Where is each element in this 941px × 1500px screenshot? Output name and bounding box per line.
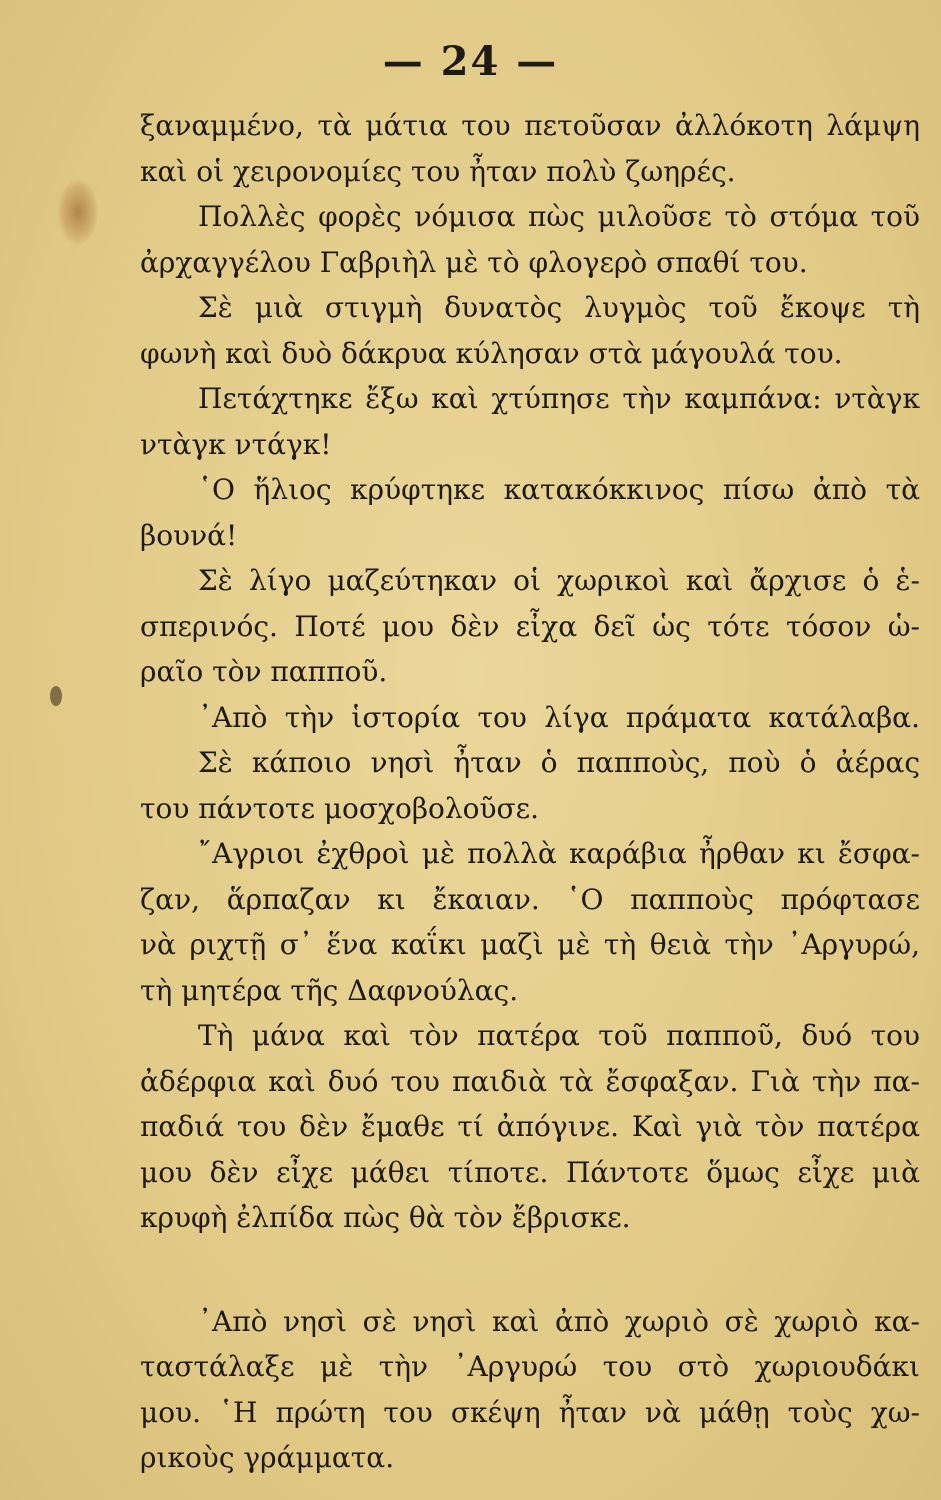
page-number: — 24 — [382, 38, 559, 85]
text-line: ταστάλαξε μὲ τὴν ᾿Αργυρώ του στὸ χωριουδάκι [140, 1350, 920, 1383]
text-line: Πετάχτηκε ἔξω καὶ χτύπησε τὴν καμπάνα: ντὰγκ [198, 382, 920, 415]
text-line: του πάντοτε μοσχοβολοῦσε. [140, 791, 540, 825]
text-line: ζαν, ἅρπαζαν κι ἔκαιαν. ῾Ο παπποὺς πρόφτασε [140, 882, 920, 916]
text-line: Τὴ μάνα καὶ τὸν πατέρα τοῦ παπποῦ, δυό του [198, 1019, 920, 1052]
text-line: ξαναμμένο, τὰ μάτια του πετοῦσαν ἀλλόκοτη λάμψη [140, 109, 920, 142]
text-line: ντὰγκ ντάγκ! [140, 427, 332, 461]
text-line: Πολλὲς φορὲς νόμισα πὼς μιλοῦσε τὸ στόμα τοῦ [198, 200, 920, 233]
ink-blot [50, 686, 62, 706]
text-line: τὴ μητέρα τῆς Δαφνούλας. [140, 973, 519, 1007]
text-line: μου. ῾Η πρώτη του σκέψη ἦταν νὰ μάθῃ τοὺς χω- [140, 1395, 920, 1429]
text-line: Σὲ κάποιο νησὶ ἦταν ὁ παπποὺς, ποὺ ὁ ἀέρας [198, 746, 920, 779]
text-line: Σὲ λίγο μαζεύτηκαν οἱ χωρικοὶ καὶ ἄρχισε ὁ ἑ- [198, 564, 920, 597]
text-line: φωνὴ καὶ δυὸ δάκρυα κύλησαν στὰ μάγουλά του. [140, 336, 843, 370]
paper-stain [58, 180, 98, 244]
paragraph-gap [140, 1241, 920, 1299]
text-line: ᾿Απὸ τὴν ἱστορία του λίγα πράματα κατάλαβα. [198, 700, 920, 734]
text-line: ῾Ο ἥλιος κρύφτηκε κατακόκκινος πίσω ἀπὸ τὰ [198, 473, 920, 506]
text-line: νὰ ριχτῇ σ᾿ ἕνα καΐκι μαζὶ μὲ τὴ θειὰ τὴν ᾿Αργυρώ, [140, 928, 920, 961]
text-line: ᾿Απὸ νησὶ σὲ νησὶ καὶ ἀπὸ χωριὸ σὲ χωριὸ κα- [198, 1304, 920, 1338]
text-line: σπερινός. Ποτέ μου δὲν εἶχα δεῖ ὡς τότε τόσον ὡ- [140, 609, 920, 643]
text-line: μου δὲν εἶχε μάθει τίποτε. Πάντοτε ὅμως εἶχε μιὰ [140, 1155, 920, 1189]
text-line: βουνά! [140, 518, 238, 552]
text-line: παδιά του δὲν ἔμαθε τί ἀπόγινε. Καὶ γιὰ τὸν πατέρα [140, 1110, 920, 1143]
text-line: ἀδέρφια καὶ δυό του παιδιὰ τὰ ἔσφαξαν. Γιὰ τὴν πα- [140, 1064, 920, 1098]
text-line: ῎Αγριοι ἐχθροὶ μὲ πολλὰ καράβια ἦρθαν κι ἔσφα- [198, 837, 920, 870]
text-line: κρυφὴ ἐλπίδα πὼς θὰ τὸν ἔβρισκε. [140, 1201, 631, 1234]
text-line: καὶ οἱ χειρονομίες του ἦταν πολὺ ζωηρές. [140, 154, 736, 188]
text-line: ἀρχαγγέλου Γαβριὴλ μὲ τὸ φλογερὸ σπαθί του. [140, 245, 808, 279]
text-line: Σὲ μιὰ στιγμὴ δυνατὸς λυγμὸς τοῦ ἔκοψε τὴ [198, 291, 920, 324]
text-line: ρικοὺς γράμματα. [140, 1441, 395, 1474]
text-line: ραῖο τὸν παπποῦ. [140, 655, 388, 688]
body-text [140, 103, 920, 1481]
